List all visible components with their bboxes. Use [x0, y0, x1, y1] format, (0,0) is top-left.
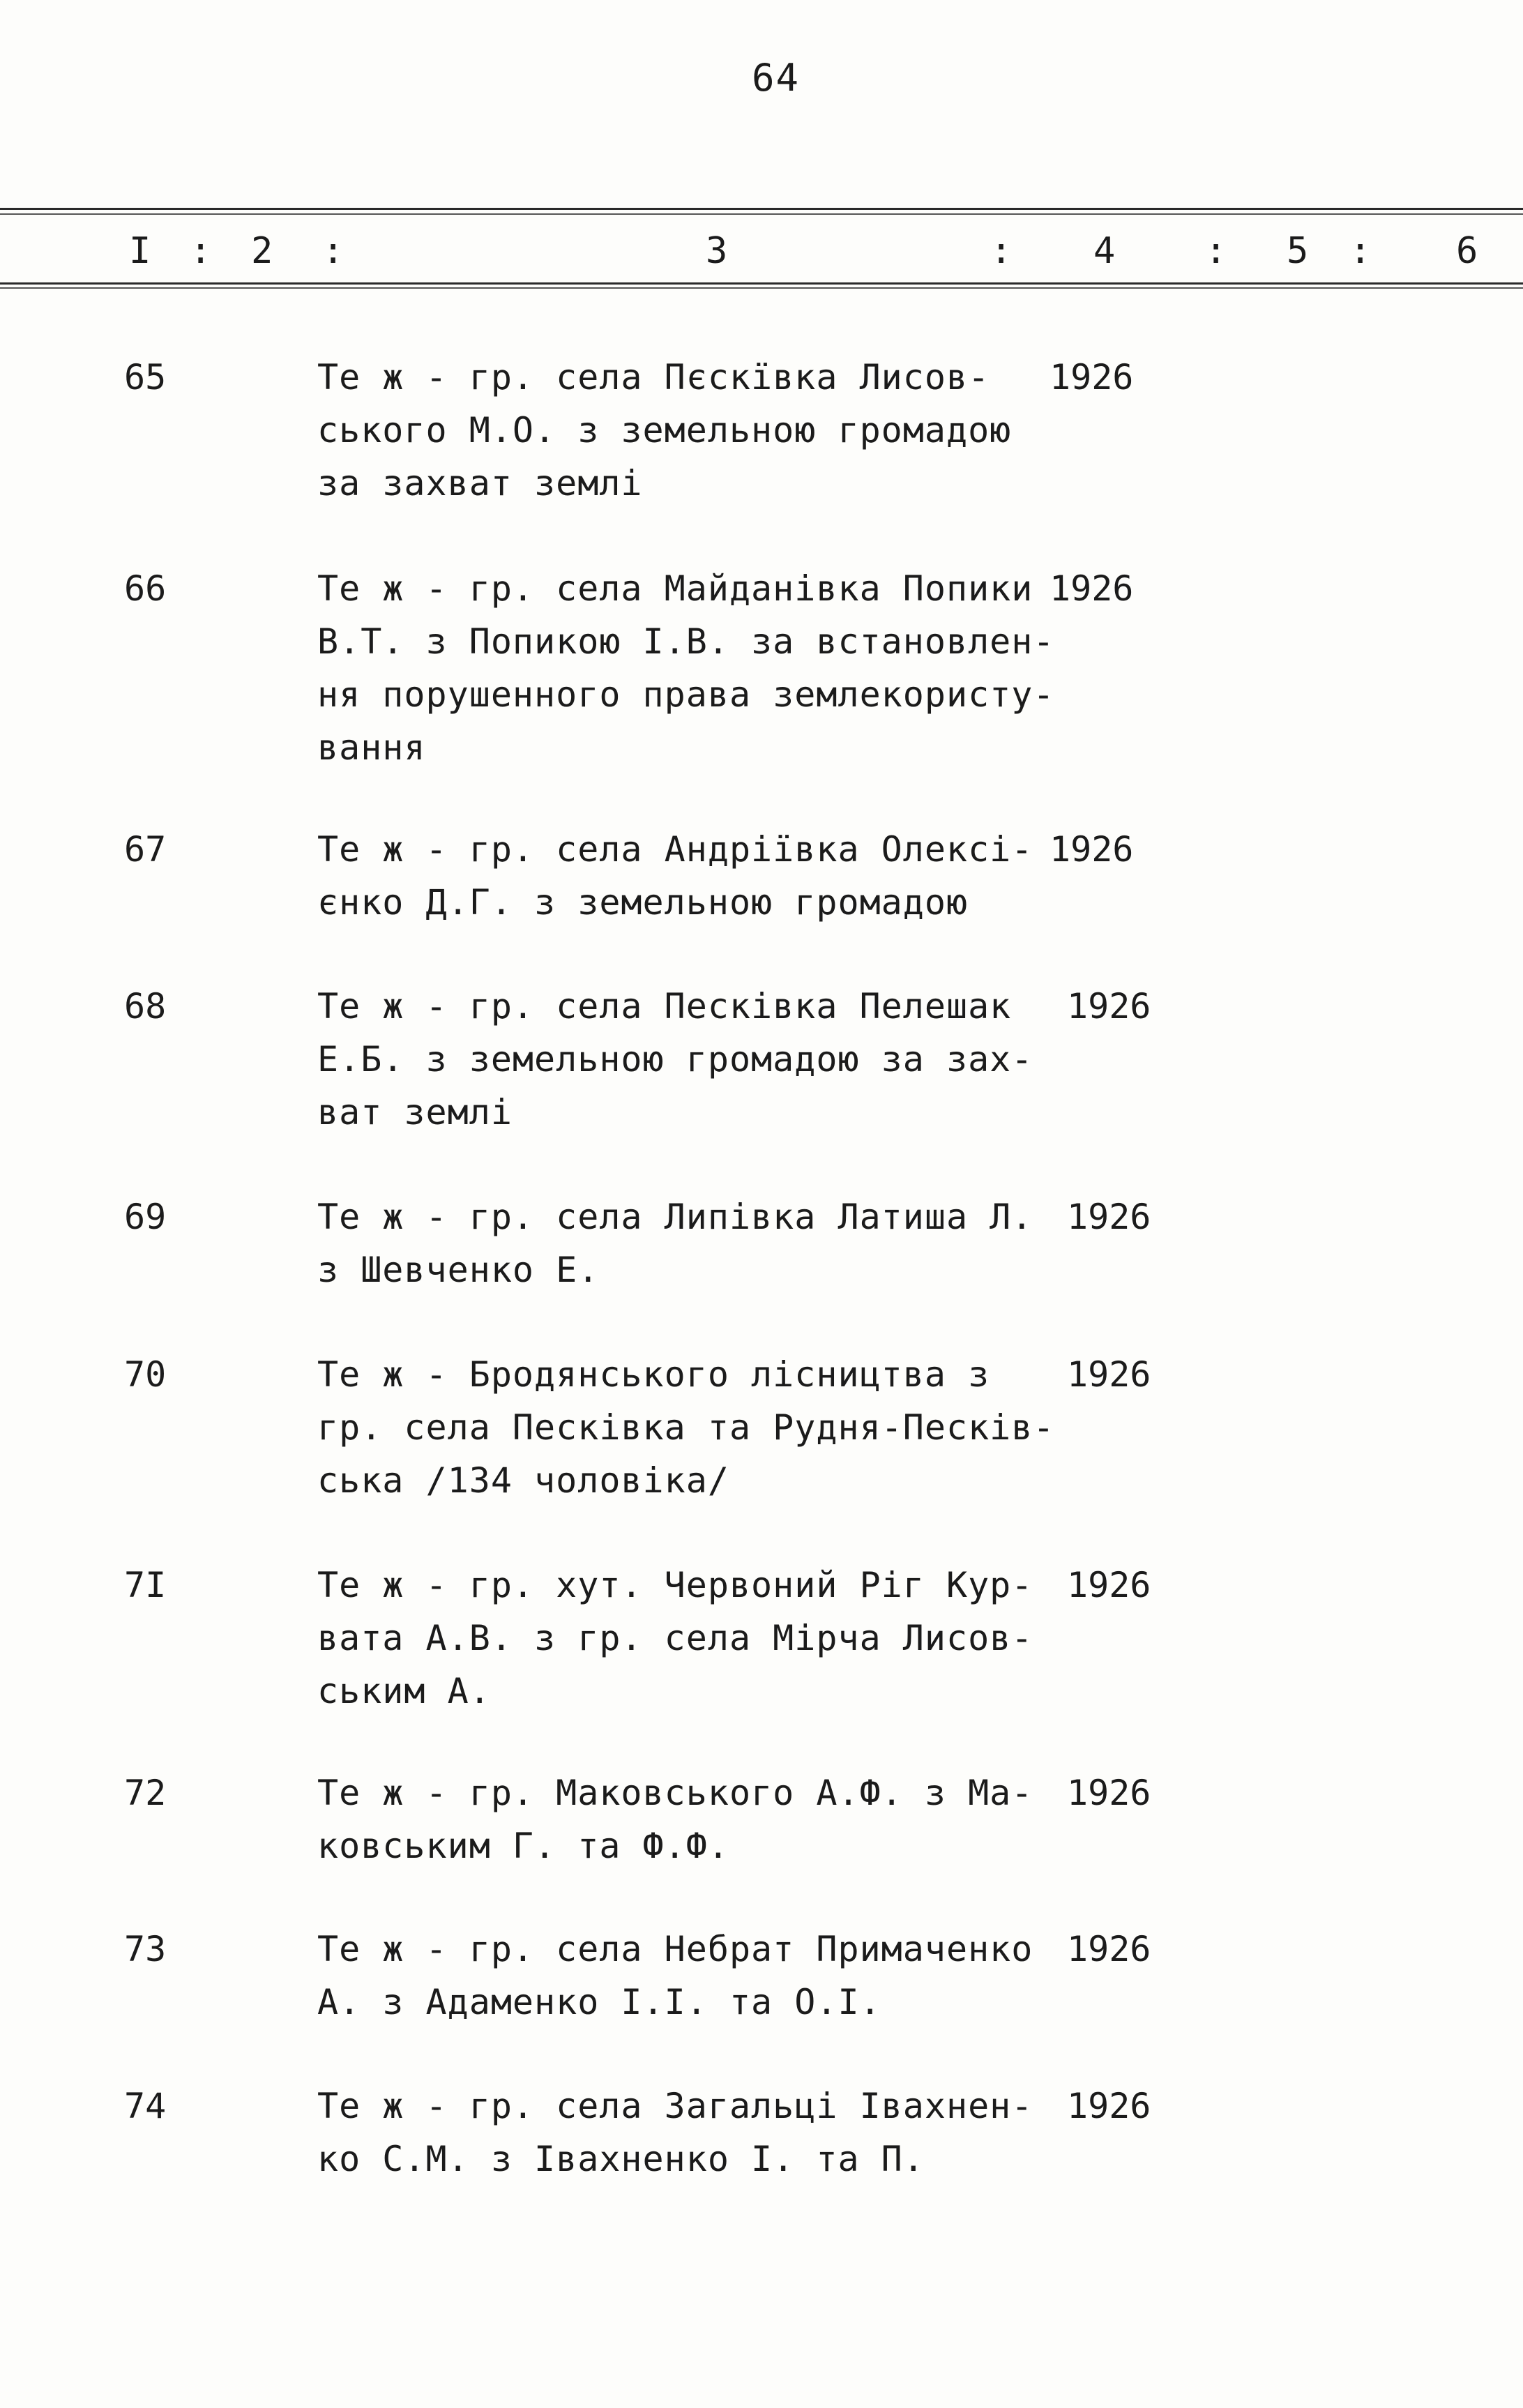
- entry-number: 74: [124, 2086, 167, 2126]
- column-header-2: 2: [251, 230, 273, 272]
- entry-number: 69: [124, 1197, 167, 1237]
- entry-line: Те ж - Бродянського лісництва з: [317, 1354, 990, 1395]
- entry-line: вата А.В. з гр. села Мірча Лисов-: [317, 1618, 1033, 1658]
- entry-line: ня порушенного права землекористу-: [317, 674, 1055, 715]
- entry-line: Те ж - гр. села Песківка Пелешак: [317, 986, 1012, 1027]
- entry-line: Е.Б. з земельною громадою за зах-: [317, 1039, 1033, 1080]
- entry-description: [317, 2080, 1070, 2186]
- column-header-4: 4: [1093, 230, 1116, 272]
- entry-description: [317, 1190, 1070, 1296]
- entry-number: 72: [124, 1773, 167, 1813]
- entry-description: [317, 351, 1070, 510]
- entry-year: 1926: [1067, 1929, 1151, 1969]
- header-rule-top: [0, 208, 1523, 210]
- entry-description: [317, 562, 1070, 774]
- column-header-1: I: [129, 230, 151, 272]
- entry-line: з Шевченко Е.: [317, 1250, 600, 1290]
- entry-number: 7I: [124, 1565, 167, 1605]
- entry-description: [317, 823, 1070, 929]
- entry-number: 66: [124, 568, 167, 609]
- entry-line: ват землі: [317, 1092, 513, 1133]
- column-header-3: 3: [706, 230, 728, 272]
- entry-line: Те ж - гр. села Небрат Примаченко: [317, 1929, 1033, 1969]
- entry-description: [317, 1348, 1070, 1507]
- header-rule-top-secondary: [0, 213, 1523, 215]
- entry-line: ська /134 чоловіка/: [317, 1460, 729, 1501]
- entry-year: 1926: [1067, 1354, 1151, 1395]
- entry-year: 1926: [1067, 2086, 1151, 2126]
- column-separator: :: [322, 230, 344, 272]
- entry-line: Те ж - гр. Маковського А.Ф. з Ма-: [317, 1773, 1033, 1813]
- entry-line: ковським Г. та Ф.Ф.: [317, 1826, 729, 1866]
- entry-line: ським А.: [317, 1671, 491, 1711]
- column-separator: :: [1205, 230, 1227, 272]
- entry-description: [317, 1766, 1070, 1872]
- entry-description: [317, 1559, 1070, 1718]
- entry-number: 73: [124, 1929, 167, 1969]
- entry-line: за захват землі: [317, 463, 643, 503]
- entry-line: Те ж - гр. села Пєскївка Лисов-: [317, 357, 990, 397]
- entry-line: Те ж - гр. хут. Червоний Ріг Кур-: [317, 1565, 1033, 1605]
- column-separator: :: [990, 230, 1013, 272]
- entry-line: В.Т. з Попикою І.В. за встановлен-: [317, 621, 1055, 662]
- entry-year: 1926: [1050, 568, 1134, 609]
- header-rule-bottom: [0, 282, 1523, 285]
- entry-year: 1926: [1050, 829, 1134, 870]
- entry-number: 68: [124, 986, 167, 1027]
- header-rule-bottom-secondary: [0, 287, 1523, 289]
- entry-line: Те ж - гр. села Загальці Івахнен-: [317, 2086, 1033, 2126]
- entry-number: 70: [124, 1354, 167, 1395]
- entry-line: Те ж - гр. села Андріївка Олексі-: [317, 829, 1033, 870]
- entry-year: 1926: [1067, 1773, 1151, 1813]
- column-header-5: 5: [1287, 230, 1309, 272]
- column-separator: :: [1349, 230, 1372, 272]
- page-number: 64: [752, 56, 801, 100]
- column-header-6: 6: [1456, 230, 1478, 272]
- entry-line: А. з Адаменко І.І. та О.І.: [317, 1982, 881, 2022]
- entry-number: 67: [124, 829, 167, 870]
- entry-year: 1926: [1067, 1197, 1151, 1237]
- entry-line: Те ж - гр. села Майданівка Попики: [317, 568, 1033, 609]
- entry-line: гр. села Песківка та Рудня-Песків-: [317, 1407, 1055, 1448]
- entry-year: 1926: [1050, 357, 1134, 397]
- entry-line: ко С.М. з Івахненко І. та П.: [317, 2139, 925, 2179]
- entry-description: [317, 1923, 1070, 2029]
- entry-line: ського М.О. з земельною громадою: [317, 410, 1012, 450]
- entry-line: єнко Д.Г. з земельною громадою: [317, 882, 969, 923]
- entry-year: 1926: [1067, 986, 1151, 1027]
- entry-line: вання: [317, 727, 426, 768]
- entry-number: 65: [124, 357, 167, 397]
- column-separator: :: [190, 230, 212, 272]
- entry-year: 1926: [1067, 1565, 1151, 1605]
- entry-line: Те ж - гр. села Липівка Латиша Л.: [317, 1197, 1033, 1237]
- entry-description: [317, 980, 1070, 1139]
